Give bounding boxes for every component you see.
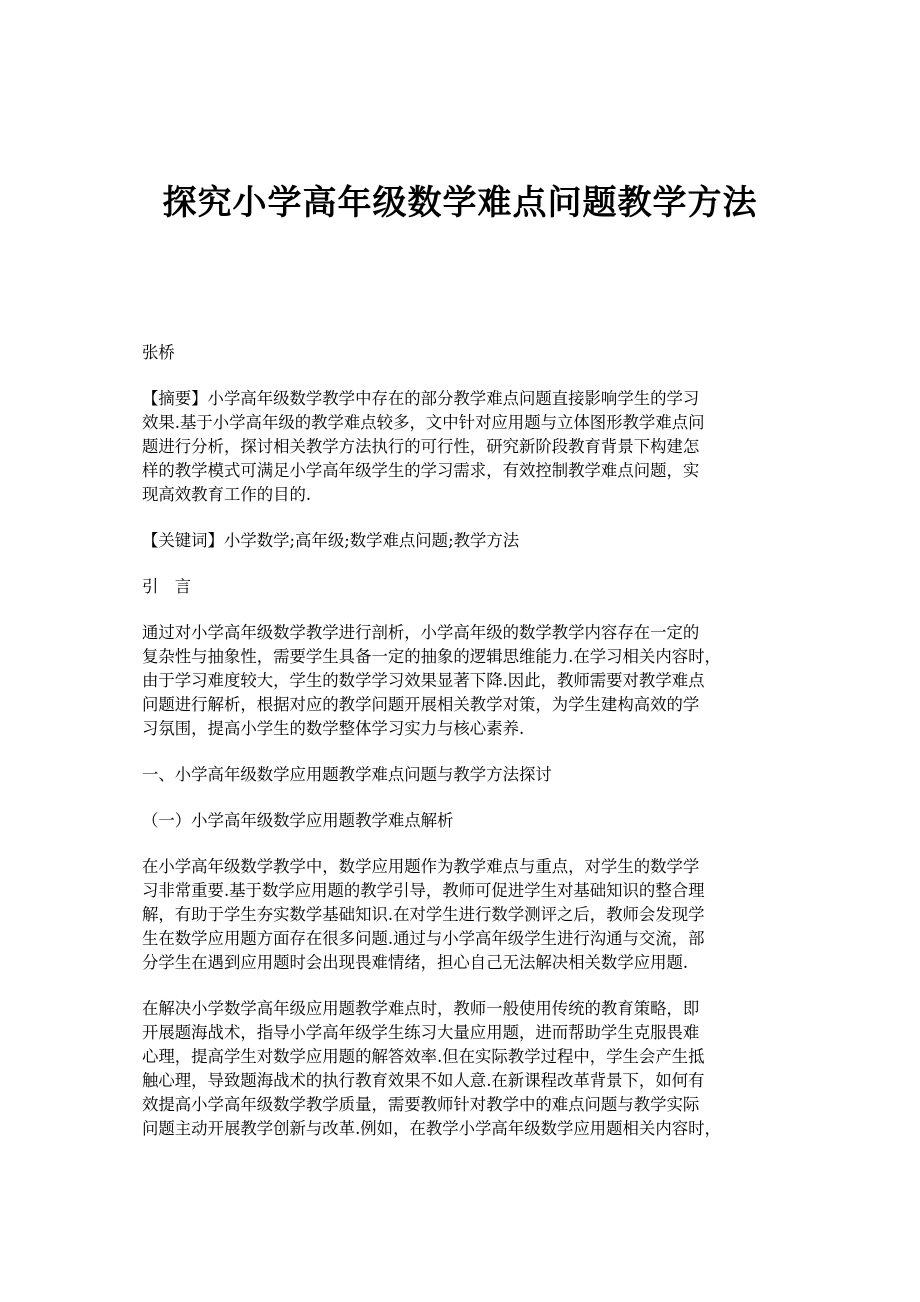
abstract-line: 题进行分析，探讨相关教学方法执行的可行性，研究新阶段教育背景下构建怎 — [142, 437, 700, 456]
body-paragraph — [142, 855, 782, 975]
intro-paragraph — [142, 621, 782, 741]
paragraph-line: 触心理，导致题海战术的执行教育效果不如人意.在新课程改革背景下，如何有 — [142, 1071, 705, 1090]
paragraph-line: 效提高小学高年级数学教学质量，需要教师针对教学中的难点问题与教学实际 — [142, 1095, 700, 1114]
paragraph-line: 在解决小学数学高年级应用题教学难点时，教师一般使用传统的教育策略，即 — [142, 999, 700, 1018]
paragraph-line: 解，有助于学生夯实数学基础知识.在对学生进行数学测评之后，教师会发现学 — [142, 905, 705, 924]
abstract-line: 效果.基于小学高年级的教学难点较多，文中针对应用题与立体图形教学难点问 — [142, 413, 705, 432]
body-paragraph — [142, 997, 782, 1141]
abstract-line: 【摘要】小学高年级数学教学中存在的部分教学难点问题直接影响学生的学习 — [142, 389, 700, 408]
paragraph-line: 生在数学应用题方面存在很多问题.通过与小学高年级学生进行沟通与交流，部 — [142, 929, 705, 948]
document-title: 探究小学高年级数学难点问题教学方法 — [162, 183, 758, 223]
subsection-heading: （一）小学高年级数学应用题教学难点解析 — [142, 811, 454, 830]
author-name: 张桥 — [142, 343, 175, 362]
document-body — [142, 341, 782, 1141]
abstract-line: 样的教学模式可满足小学高年级学生的学习需求，有效控制教学难点问题，实 — [142, 461, 700, 480]
paragraph-line: 问题主动开展教学创新与改革.例如，在教学小学高年级数学应用题相关内容时， — [142, 1119, 721, 1138]
paragraph-line: 习非常重要.基于数学应用题的教学引导，教师可促进学生对基础知识的整合理 — [142, 881, 705, 900]
intro-line: 由于学习难度较大，学生的数学学习效果显著下降.因此，教师需要对教学难点 — [142, 671, 705, 690]
paragraph-line: 开展题海战术，指导小学高年级学生练习大量应用题，进而帮助学生克服畏难 — [142, 1023, 700, 1042]
intro-line: 复杂性与抽象性，需要学生具备一定的抽象的逻辑思维能力.在学习相关内容时， — [142, 647, 721, 666]
abstract-paragraph — [142, 387, 782, 507]
paragraph-line: 分学生在遇到应用题时会出现畏难情绪，担心自己无法解决相关数学应用题. — [142, 953, 689, 972]
keywords-line: 【关键词】小学数学;高年级;数学难点问题;教学方法 — [142, 531, 520, 550]
intro-line: 习氛围，提高小学生的数学整体学习实力与核心素养. — [142, 719, 525, 738]
intro-line: 通过对小学高年级数学教学进行剖析，小学高年级的数学教学内容存在一定的 — [142, 623, 700, 642]
intro-heading: 引 言 — [142, 577, 192, 596]
paragraph-line: 心理，提高学生对数学应用题的解答效率.但在实际教学过程中，学生会产生抵 — [142, 1047, 705, 1066]
intro-line: 问题进行解析，根据对应的教学问题开展相关教学对策，为学生建构高效的学 — [142, 695, 700, 714]
abstract-line: 现高效教育工作的目的. — [142, 485, 312, 504]
section-heading: 一、小学高年级数学应用题教学难点问题与教学方法探讨 — [142, 765, 552, 784]
paragraph-line: 在小学高年级数学教学中，数学应用题作为教学难点与重点，对学生的数学学 — [142, 857, 700, 876]
